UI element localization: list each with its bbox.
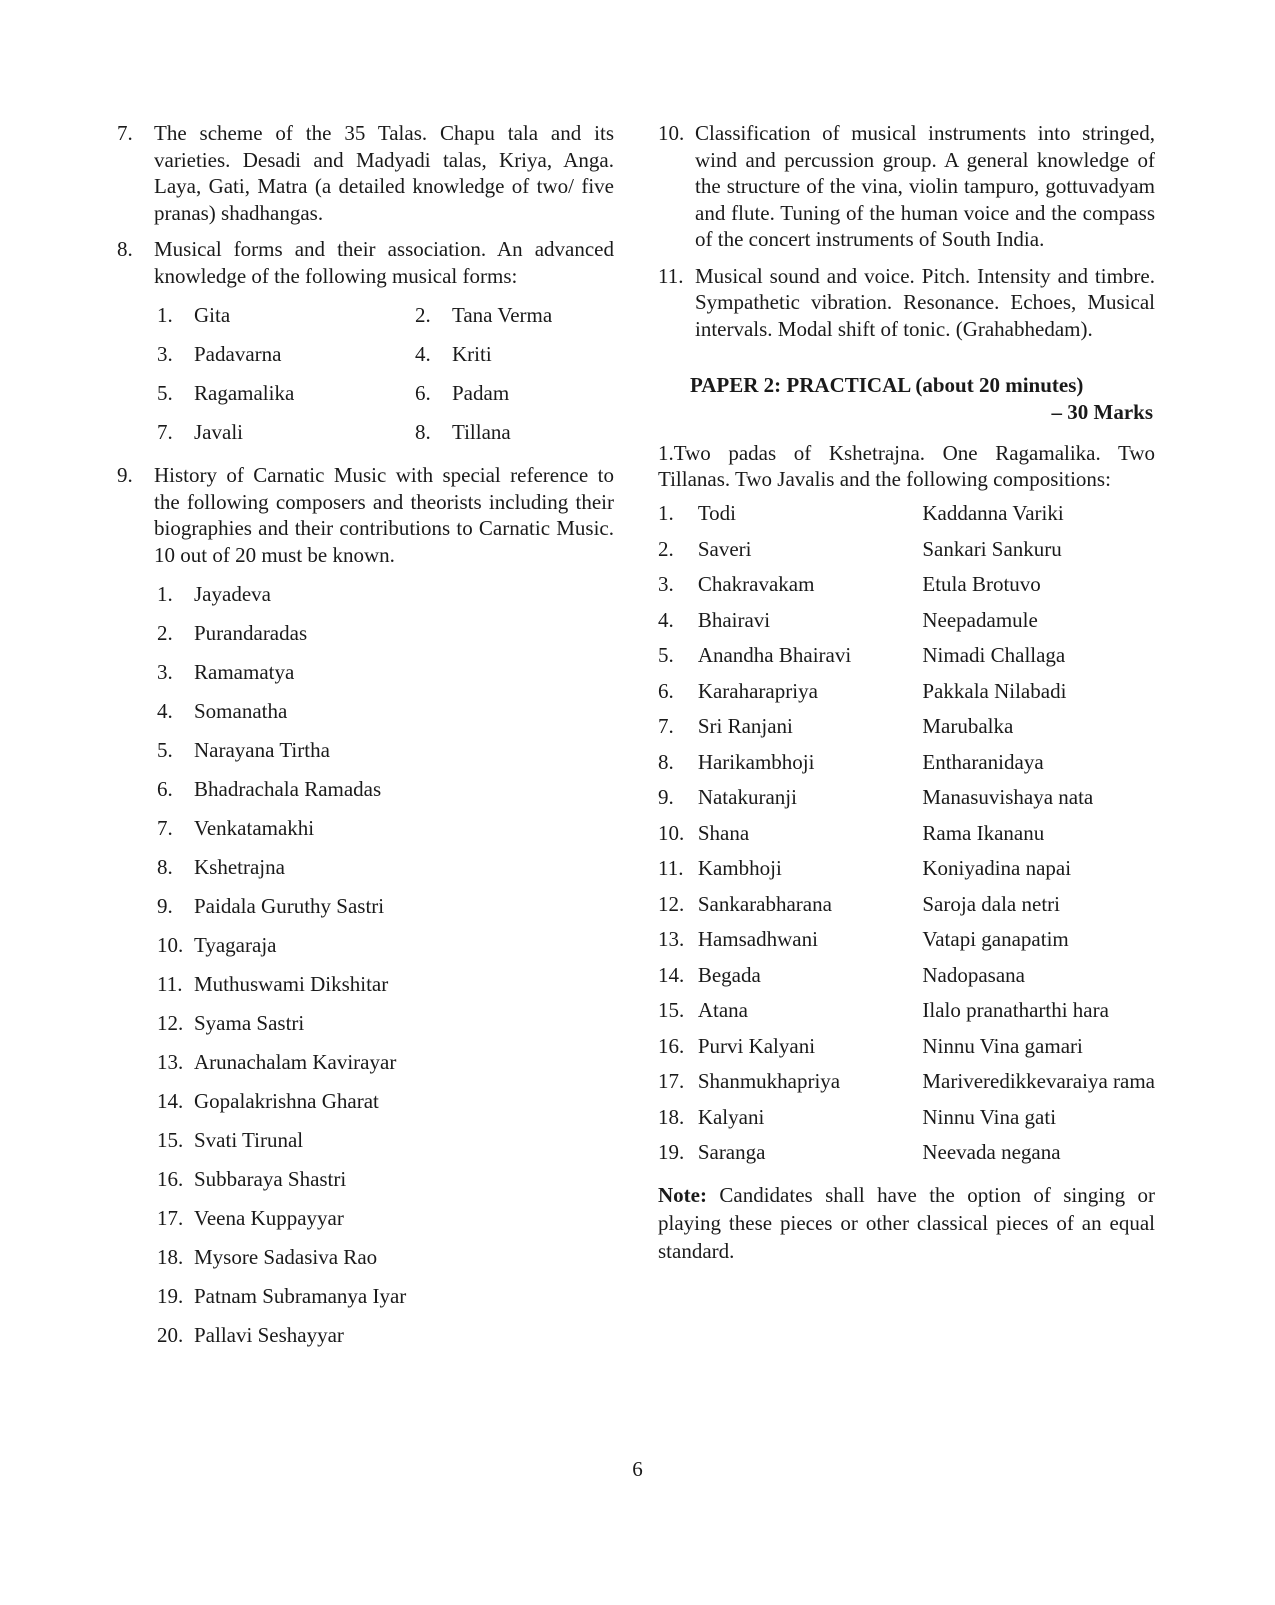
item-text: Musical sound and voice. Pitch. Intensity and timbre. Sympathetic vibration. Resonance. Echoes, Musical intervals. Modal shift of tonic. (Grahabhedam). (695, 263, 1155, 341)
composition-number: 10. (658, 820, 685, 845)
composition-number: 7. (658, 714, 674, 739)
composer-number: 1. (157, 582, 173, 606)
song-title: Vatapi ganapatim (922, 927, 1069, 952)
composer-item (157, 775, 614, 803)
raga-name: Saranga (697, 1140, 766, 1165)
composer-item (157, 1165, 614, 1193)
raga-name: Kambhoji (697, 856, 782, 881)
raga-name: Kalyani (697, 1104, 765, 1129)
musical-form-item (157, 418, 415, 446)
page-number: 6 (632, 1457, 643, 1481)
composer-item (157, 1087, 614, 1115)
item-text: Classification of musical instruments into stringed, wind and percussion group. A general knowledge of the structure of the vina, violin tampuro, gottuvadyam and flute. Tuning of the human voice and the compass of the concert instruments of South India. (695, 121, 1155, 251)
composition-number: 4. (658, 607, 674, 632)
musical-form-item (415, 379, 615, 407)
composer-item (157, 580, 614, 608)
raga-name: Purvi Kalyani (697, 1033, 816, 1058)
song-title: Manasuvishaya nata (922, 785, 1094, 810)
form-label: Ragamalika (194, 381, 295, 405)
composer-item (157, 1126, 614, 1154)
item-text: Musical forms and their association. An advanced knowledge of the following musical forms: (154, 237, 614, 288)
song-title: Ilalo pranatharthi hara (922, 998, 1109, 1023)
composer-item (157, 658, 614, 686)
song-title: Sankari Sankuru (922, 536, 1062, 561)
composition-row (658, 1100, 1155, 1136)
composition-number: 13. (658, 927, 685, 952)
composer-number: 15. (157, 1128, 184, 1152)
musical-form-item (415, 340, 615, 368)
composer-item (157, 1009, 614, 1037)
item-text: The scheme of the 35 Talas. Chapu tala and its varieties. Desadi and Madyadi talas, Kriya, Anga. Laya, Gati, Matra (a detailed knowledge of two/ five pranas) shadhangas. (154, 121, 614, 225)
composer-item (157, 814, 614, 842)
song-title: Ninnu Vina gamari (922, 1033, 1083, 1058)
composition-number: 5. (658, 643, 674, 668)
item-number: 10. (658, 121, 685, 145)
composition-row (658, 709, 1155, 745)
composition-number: 1. (658, 501, 674, 526)
song-title: Neevada negana (922, 1140, 1061, 1165)
form-number: 3. (157, 342, 173, 366)
syllabus-item-9 (117, 462, 614, 568)
raga-name: Shana (697, 820, 750, 845)
composer-item (157, 970, 614, 998)
composition-row (658, 567, 1155, 603)
syllabus-item-8 (117, 236, 614, 289)
composition-number: 8. (658, 749, 674, 774)
composer-number: 20. (157, 1323, 184, 1347)
composer-name: Narayana Tirtha (194, 738, 330, 762)
composer-item (157, 697, 614, 725)
composer-number: 14. (157, 1089, 184, 1113)
composer-number: 8. (157, 855, 173, 879)
item-number: 11. (658, 263, 684, 288)
composition-row (658, 922, 1155, 958)
composer-number: 11. (157, 972, 183, 996)
form-number: 6. (415, 381, 431, 405)
syllabus-item-10 (658, 120, 1155, 253)
item-number: 8. (117, 237, 133, 261)
composition-row (658, 780, 1155, 816)
composer-name: Kshetrajna (194, 855, 285, 879)
form-label: Padam (452, 381, 510, 405)
composer-name: Muthuswami Dikshitar (194, 972, 389, 996)
form-label: Tana Verma (452, 303, 553, 327)
raga-name: Atana (697, 998, 748, 1023)
musical-form-item (415, 301, 615, 329)
composer-number: 4. (157, 699, 173, 723)
musical-form-item (157, 301, 415, 329)
heading-marks: – 30 Marks (1051, 400, 1153, 424)
raga-name: Saveri (697, 536, 752, 561)
form-label: Tillana (452, 420, 511, 444)
raga-name: Sri Ranjani (697, 714, 793, 739)
form-label: Javali (194, 420, 243, 444)
composer-number: 3. (157, 660, 173, 684)
raga-name: Karaharapriya (697, 678, 818, 703)
composition-row (658, 496, 1155, 532)
composer-name: Veena Kuppayyar (194, 1206, 344, 1230)
composer-number: 12. (157, 1011, 184, 1035)
composition-row (658, 993, 1155, 1029)
composer-item (157, 1321, 614, 1349)
form-number: 5. (157, 381, 173, 405)
musical-form-item (157, 340, 415, 368)
composer-number: 9. (157, 894, 173, 918)
song-title: Pakkala Nilabadi (922, 678, 1067, 703)
song-title: Entharanidaya (922, 749, 1044, 774)
composer-name: Pallavi Seshayyar (194, 1323, 344, 1347)
composers-list (157, 580, 614, 1349)
composer-name: Ramamatya (194, 660, 295, 684)
compositions-table (658, 496, 1155, 1171)
composer-number: 2. (157, 621, 173, 645)
song-title: Kaddanna Variki (922, 501, 1064, 526)
composer-number: 16. (157, 1167, 184, 1191)
raga-name: Bhairavi (697, 607, 771, 632)
note-label: Note: (658, 1182, 707, 1207)
song-title: Marubalka (922, 714, 1014, 739)
composer-item (157, 1243, 614, 1271)
composer-name: Subbaraya Shastri (194, 1167, 347, 1191)
composer-name: Tyagaraja (194, 933, 277, 957)
composer-item (157, 1204, 614, 1232)
raga-name: Begada (697, 962, 761, 987)
composer-number: 6. (157, 777, 173, 801)
composer-name: Svati Tirunal (194, 1128, 304, 1152)
form-label: Padavarna (194, 342, 282, 366)
composer-name: Venkatamakhi (194, 816, 315, 840)
song-title: Nimadi Challaga (922, 643, 1066, 668)
heading-title: PAPER 2: PRACTICAL (about 20 minutes) (690, 373, 1084, 397)
composer-number: 18. (157, 1245, 184, 1269)
composition-row (658, 532, 1155, 568)
composer-name: Syama Sastri (194, 1011, 305, 1035)
composition-row (658, 958, 1155, 994)
left-column (117, 120, 614, 1360)
composition-number: 17. (658, 1069, 685, 1094)
raga-name: Todi (697, 501, 737, 526)
composer-name: Mysore Sadasiva Rao (194, 1245, 378, 1269)
composition-row (658, 851, 1155, 887)
composer-item (157, 736, 614, 764)
item-text: History of Carnatic Music with special reference to the following composers and theorists including their biographies and their contributions to Carnatic Music. 10 out of 20 must be known. (154, 463, 614, 567)
composition-row (658, 603, 1155, 639)
song-title: Neepadamule (922, 607, 1038, 632)
syllabus-item-7 (117, 120, 614, 226)
song-title: Rama Ikananu (922, 820, 1045, 845)
composer-name: Gopalakrishna Gharat (194, 1089, 379, 1113)
composer-number: 17. (157, 1206, 184, 1230)
form-number: 8. (415, 420, 431, 444)
song-title: Etula Brotuvo (922, 572, 1041, 597)
composition-row (658, 745, 1155, 781)
composition-row (658, 1029, 1155, 1065)
composition-row (658, 674, 1155, 710)
composer-name: Arunachalam Kavirayar (194, 1050, 397, 1074)
musical-forms-list (157, 301, 614, 446)
composer-number: 13. (157, 1050, 184, 1074)
note-paragraph (658, 1181, 1155, 1265)
composer-number: 19. (157, 1284, 184, 1308)
paper-2-heading (658, 372, 1155, 426)
composer-item (157, 1048, 614, 1076)
raga-name: Shanmukhapriya (697, 1069, 841, 1094)
raga-name: Harikambhoji (697, 749, 815, 774)
composition-number: 19. (658, 1140, 685, 1165)
raga-name: Hamsadhwani (697, 927, 818, 952)
raga-name: Anandha Bhairavi (697, 643, 852, 668)
composer-item (157, 892, 614, 920)
form-number: 7. (157, 420, 173, 444)
composition-number: 3. (658, 572, 674, 597)
composition-row (658, 1135, 1155, 1171)
note-text: Candidates shall have the option of singing or playing these pieces or other classical pieces of an equal standard. (658, 1182, 1155, 1263)
composition-row (658, 816, 1155, 852)
song-title: Mariveredikkevaraiya rama (922, 1069, 1155, 1094)
composer-number: 10. (157, 933, 184, 957)
form-number: 1. (157, 303, 173, 327)
composer-item (157, 853, 614, 881)
composer-name: Purandaradas (194, 621, 308, 645)
composer-number: 7. (157, 816, 173, 840)
composition-number: 2. (658, 536, 674, 561)
composition-number: 9. (658, 785, 674, 810)
composer-item (157, 931, 614, 959)
composer-number: 5. (157, 738, 173, 762)
composer-item (157, 619, 614, 647)
raga-name: Sankarabharana (697, 891, 832, 916)
composition-number: 11. (658, 856, 684, 881)
right-column (658, 120, 1155, 1265)
item-number: 9. (117, 463, 133, 487)
composition-row (658, 887, 1155, 923)
composition-number: 14. (658, 962, 685, 987)
practical-intro: 1.Two padas of Kshetrajna. One Ragamalika. Two Tillanas. Two Javalis and the following compositions: (658, 441, 1155, 491)
composition-number: 16. (658, 1033, 685, 1058)
form-label: Gita (194, 303, 231, 327)
song-title: Ninnu Vina gati (922, 1104, 1057, 1129)
composition-row (658, 1064, 1155, 1100)
raga-name: Chakravakam (697, 572, 815, 597)
composer-name: Jayadeva (194, 582, 271, 606)
composition-number: 15. (658, 998, 685, 1023)
composer-item (157, 1282, 614, 1310)
composition-number: 12. (658, 891, 685, 916)
composition-row (658, 638, 1155, 674)
song-title: Saroja dala netri (922, 891, 1060, 916)
song-title: Nadopasana (922, 962, 1025, 987)
composer-name: Somanatha (194, 699, 288, 723)
musical-form-item (157, 379, 415, 407)
raga-name: Natakuranji (697, 785, 797, 810)
composition-number: 6. (658, 678, 674, 703)
item-number: 7. (117, 121, 133, 145)
form-number: 4. (415, 342, 431, 366)
composition-number: 18. (658, 1104, 685, 1129)
composer-name: Bhadrachala Ramadas (194, 777, 382, 801)
form-number: 2. (415, 303, 431, 327)
form-label: Kriti (452, 342, 492, 366)
composer-name: Paidala Guruthy Sastri (194, 894, 385, 918)
composer-name: Patnam Subramanya Iyar (194, 1284, 407, 1308)
syllabus-item-11 (658, 263, 1155, 343)
song-title: Koniyadina napai (922, 856, 1072, 881)
musical-form-item (415, 418, 615, 446)
